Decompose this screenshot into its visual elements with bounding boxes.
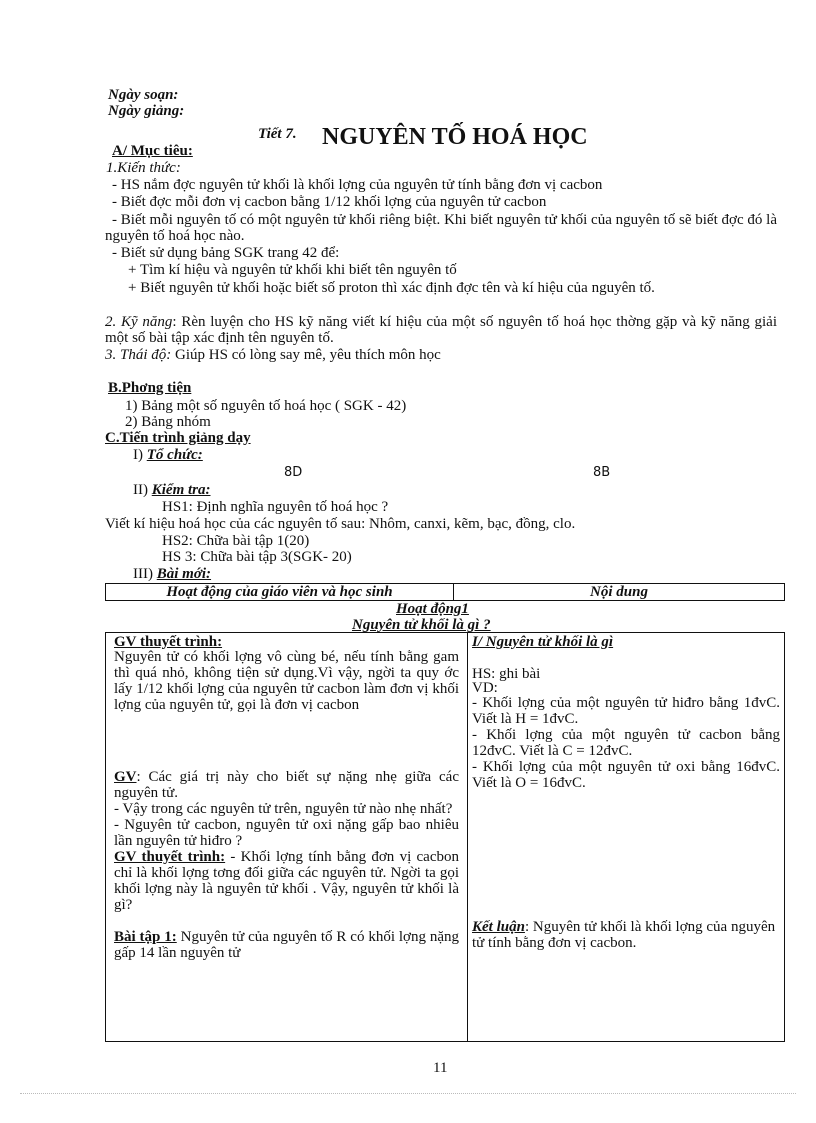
activity-title: Hoạt động1 bbox=[396, 601, 469, 617]
example-hydrogen: - Khối lợng của một nguyên tử hiđro bằng 1đvC. Viết là H = 1đvC. bbox=[472, 695, 780, 727]
muc-tieu-line-5: + Tìm kí hiệu và nguyên tử khối khi biết tên nguyên tố bbox=[128, 262, 457, 278]
ket-luan-text: : Nguyên tử khối là khối lợng của nguyên tử tính bằng đơn vị cacbon. bbox=[472, 919, 776, 951]
bai-tap-1-label: Bài tập 1: bbox=[114, 929, 177, 945]
to-chuc-label: Tổ chức: bbox=[146, 447, 203, 463]
class-8d: 8D bbox=[284, 465, 303, 480]
to-chuc-num: I) bbox=[133, 447, 147, 463]
muc-tieu-line-6: + Biết nguyên tử khối hoặc biết số proton thì xác định đợc tên và kí hiệu của nguyên tố. bbox=[128, 280, 655, 296]
kien-thuc-heading: 1.Kiến thức: bbox=[106, 160, 181, 176]
muc-tieu-line-2: - Biết đợc mỗi đơn vị cacbon bằng 1/12 khối lợng của nguyên tử cacbon bbox=[112, 194, 547, 210]
page-number: 11 bbox=[433, 1060, 448, 1076]
ky-nang bbox=[105, 314, 777, 346]
hs-ghi-bai: HS: ghi bài bbox=[472, 666, 541, 682]
page-divider bbox=[20, 1093, 796, 1094]
thai-do-text: Giúp HS có lòng say mê, yêu thích môn học bbox=[171, 347, 441, 363]
muc-tieu-line-4: - Biết sử dụng bảng SGK trang 42 để: bbox=[112, 245, 340, 261]
ky-nang-label: 2. Kỹ năng bbox=[105, 314, 173, 330]
kiem-tra bbox=[133, 483, 211, 497]
ket-luan-label: Kết luận bbox=[472, 919, 525, 935]
gv-thuyet-trinh-2-text: - Khối lợng tính bằng đơn vị cacbon chỉ là khối lợng tơng đối giữa các nguyên tử. Ngời ta gọi khối lợng này là nguyên tử khối . Vậy, nguyên tử khối là gì? bbox=[114, 849, 459, 913]
example-oxygen: - Khối lợng của một nguyên tử oxi bằng 16đvC. Viết là O = 16đvC. bbox=[472, 759, 780, 791]
kiem-tra-label: Kiểm tra: bbox=[151, 482, 211, 498]
teacher-column bbox=[106, 633, 468, 1042]
question-lightest: - Vậy trong các nguyên tử trên, nguyên tử nào nhẹ nhất? bbox=[114, 801, 453, 817]
kiem-tra-num: II) bbox=[133, 482, 152, 498]
gv-thuyet-trinh-2-label: GV thuyết trình: bbox=[114, 849, 226, 865]
gv-thuyet-trinh-2 bbox=[114, 849, 459, 913]
muc-tieu-line-3: - Biết mỗi nguyên tố có một nguyên tử khối riêng biệt. Khi biết nguyên tử khối của nguyên tố sẽ biết đợc đó là nguyên tố hoá học nào. bbox=[105, 212, 777, 244]
tiet-label: Tiết 7. bbox=[258, 126, 297, 142]
header-col-teacher: Hoạt động của giáo viên và học sinh bbox=[106, 584, 454, 601]
question-heavier: - Nguyên tử cacbon, nguyên tử oxi nặng gấp bao nhiêu lần nguyên tử hiđro ? bbox=[114, 817, 459, 849]
bai-moi-num: III) bbox=[133, 566, 157, 582]
hs3-question: HS 3: Chữa bài tập 3(SGK- 20) bbox=[162, 549, 352, 565]
hs1-question: HS1: Định nghĩa nguyên tố hoá học ? bbox=[162, 499, 389, 515]
activity-subtitle: Nguyên tử khối là gì ? bbox=[352, 617, 491, 633]
content-column bbox=[468, 633, 785, 1042]
ngay-giang: Ngày giảng: bbox=[108, 103, 185, 119]
header-col-content: Nội dung bbox=[454, 584, 785, 601]
viet-ki-hieu-question: Viết kí hiệu hoá học của các nguyên tố sau: Nhôm, canxi, kẽm, bạc, đồng, clo. bbox=[105, 516, 576, 532]
section-c-heading: C.Tiến trình giảng dạy bbox=[105, 430, 251, 446]
section-a-heading: A/ Mục tiêu: bbox=[112, 143, 193, 159]
bai-moi bbox=[133, 567, 211, 581]
thai-do-label: 3. Thái độ: bbox=[105, 347, 172, 363]
gv-thuyet-trinh-text: Nguyên tử có khối lợng vô cùng bé, nếu tính bằng gam thì quá nhỏ, không tiện sử dụng.Vì vậy, ngời ta quy ớc lấy 1/12 khối lợng của nguyên tử cacbon làm đơn vị khối lợng của nguyên tử, gọi là đơn vị cacbon bbox=[114, 649, 459, 713]
gv-note bbox=[114, 769, 459, 801]
page-title: NGUYÊN TỐ HOÁ HỌC bbox=[322, 124, 588, 150]
class-8b: 8B bbox=[593, 465, 611, 480]
vd-label: VD: bbox=[472, 680, 498, 696]
thai-do bbox=[105, 348, 441, 362]
bai-moi-label: Bài mới: bbox=[156, 566, 212, 582]
to-chuc bbox=[133, 448, 203, 462]
content-heading: I/ Nguyên tử khối là gì bbox=[472, 634, 614, 650]
muc-tieu-line-1: - HS nắm đợc nguyên tử khối là khối lợng của nguyên tử tính bằng đơn vị cacbon bbox=[112, 177, 603, 193]
phuong-tien-item-2: 2) Bảng nhóm bbox=[125, 414, 211, 430]
activity-table bbox=[105, 632, 785, 1042]
section-b-heading: B.Phơng tiện bbox=[108, 380, 192, 396]
activity-table-header bbox=[105, 583, 785, 601]
example-carbon: - Khối lợng của một nguyên tử cacbon bằng 12đvC. Viết là C = 12đvC. bbox=[472, 727, 780, 759]
gv-label: GV bbox=[114, 769, 137, 785]
ngay-soan: Ngày soạn: bbox=[108, 87, 179, 103]
bai-tap-1-text: Nguyên tử của nguyên tố R có khối lợng nặng gấp 14 lần nguyên tử bbox=[114, 929, 459, 961]
hs2-question: HS2: Chữa bài tập 1(20) bbox=[162, 533, 310, 549]
gv-note-text: : Các giá trị này cho biết sự nặng nhẹ giữa các nguyên tử. bbox=[114, 769, 459, 801]
ket-luan bbox=[472, 919, 780, 951]
ky-nang-text: : Rèn luyện cho HS kỹ năng viết kí hiệu của một số nguyên tố hoá học thờng gặp và kỹ năng giải một số bài tập xác định tên nguyên tố. bbox=[105, 314, 778, 346]
gv-thuyet-trinh-label: GV thuyết trình: bbox=[114, 634, 223, 650]
phuong-tien-item-1: 1) Bảng một số nguyên tố hoá học ( SGK - 42) bbox=[125, 398, 407, 414]
bai-tap-1 bbox=[114, 929, 459, 961]
